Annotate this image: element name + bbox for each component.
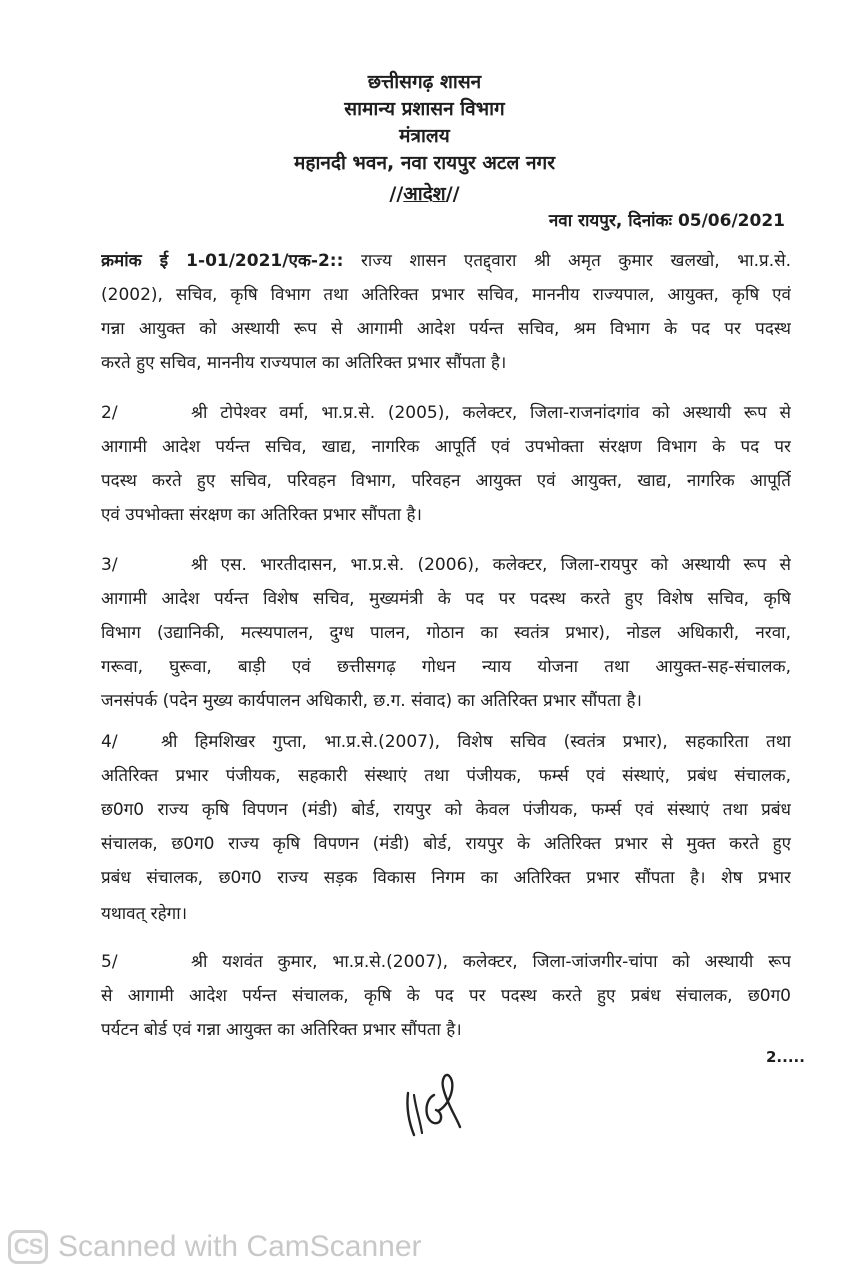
page-continuation-marker: 2.....: [766, 1048, 805, 1066]
watermark-text: Scanned with CamScanner: [58, 1230, 422, 1263]
paragraph-3-line-5: जनसंपर्क (पदेन मुख्य कार्यपालन अधिकारी, छ.ग. संवाद) का अतिरिक्त प्रभार सौंपता है।: [101, 691, 642, 711]
paragraph-3-line-4: गरूवा, घुरूवा, बाड़ी एवं छत्तीसगढ़ गोधन न्याय योजना तथा आयुक्त-सह-संचालक,: [101, 657, 791, 677]
order-reference-number: क्रमांक ई 1-01/2021/एक-2::: [101, 251, 344, 271]
paragraph-5-line-3: पर्यटन बोर्ड एवं गन्ना आयुक्त का अतिरिक्त प्रभार सौंपता है।: [101, 1020, 462, 1040]
paragraph-4-line-5: प्रबंध संचालक, छ0ग0 राज्य सड़क विकास निगम का अतिरिक्त प्रभार सौंपता है। शेष प्रभार: [101, 868, 791, 888]
camscanner-logo-icon: CS: [8, 1230, 48, 1264]
handwritten-signature: [400, 1055, 470, 1140]
paragraph-1-line-2: (2002), सचिव, कृषि विभाग तथा अतिरिक्त प्रभार सचिव, माननीय राज्यपाल, आयुक्त, कृषि एवं: [101, 285, 791, 305]
paragraph-3-line-2: आगामी आदेश पर्यन्त विशेष सचिव, मुख्यमंत्री के पद पर पदस्थ करते हुए विशेष सचिव, कृषि: [101, 589, 791, 609]
title-slash-left: //: [389, 183, 404, 205]
paragraph-2-line-4: एवं उपभोक्ता संरक्षण का अतिरिक्त प्रभार सौंपता है।: [101, 505, 422, 525]
order-date: नवा रायपुर, दिनांकः 05/06/2021: [548, 211, 785, 231]
paragraph-1-line-3: गन्ना आयुक्त को अस्थायी रूप से आगामी आदेश पर्यन्त सचिव, श्रम विभाग के पद पर पदस्थ: [101, 319, 791, 339]
camscanner-watermark: [8, 1226, 422, 1268]
department-name: सामान्य प्रशासन विभाग: [344, 98, 505, 120]
paragraph-1-line-4: करते हुए सचिव, माननीय राज्यपाल का अतिरिक्त प्रभार सौंपता है।: [101, 353, 507, 373]
title-slash-right: //: [445, 183, 460, 205]
paragraph-2-line-1: 2/ श्री टोपेश्वर वर्मा, भा.प्र.से. (2005), कलेक्टर, जिला-राजनांदगांव को अस्थायी रूप से: [101, 403, 791, 423]
paragraph-4-line-1: 4/ श्री हिमशिखर गुप्ता, भा.प्र.से.(2007), विशेष सचिव (स्वतंत्र प्रभार), सहकारिता तथा: [101, 732, 791, 752]
order-title: [0, 180, 849, 206]
paragraph-5-line-2: से आगामी आदेश पर्यन्त संचालक, कृषि के पद पर पदस्थ करते हुए प्रबंध संचालक, छ0ग0: [101, 986, 791, 1006]
paragraph-4-line-3: छ0ग0 राज्य कृषि विपणन (मंडी) बोर्ड, रायपुर को केवल पंजीयक, फर्म्स एवं संस्थाएं तथा प्रबंध: [101, 800, 791, 820]
paragraph-2-line-3: पदस्थ करते हुए सचिव, परिवहन विभाग, परिवहन आयुक्त एवं आयुक्त, खाद्य, नागरिक आपूर्ति: [101, 471, 791, 491]
paragraph-3-line-1: 3/ श्री एस. भारतीदासन, भा.प्र.से. (2006), कलेक्टर, जिला-रायपुर को अस्थायी रूप से: [101, 555, 791, 575]
paragraph-3-line-3: विभाग (उद्यानिकी, मत्स्यपालन, दुग्ध पालन, गोठान का स्वतंत्र प्रभार), नोडल अधिकारी, नरवा,: [101, 623, 791, 643]
paragraph-1-line-1: क्रमांक ई 1-01/2021/एक-2:: राज्य शासन एतद्द्वारा श्री अमृत कुमार खलखो, भा.प्र.से.: [101, 251, 791, 271]
paragraph-2-number: 2/: [101, 403, 118, 423]
secretariat-name: मंत्रालय: [399, 125, 450, 147]
govt-name: छत्तीसगढ़ शासन: [367, 71, 482, 93]
paragraph-4-line-4: संचालक, छ0ग0 राज्य कृषि विपणन (मंडी) बोर्ड, रायपुर के अतिरिक्त प्रभार से मुक्त करते हुए: [101, 834, 791, 854]
paragraph-5-line-1: 5/ श्री यशवंत कुमार, भा.प्र.से.(2007), कलेक्टर, जिला-जांजगीर-चांपा को अस्थायी रूप: [101, 952, 791, 972]
paragraph-5-number: 5/: [101, 952, 118, 972]
paragraph-4-line-6: यथावत् रहेगा।: [101, 904, 188, 924]
paragraph-3-number: 3/: [101, 555, 118, 575]
paragraph-4-line-2: अतिरिक्त प्रभार पंजीयक, सहकारी संस्थाएं तथा पंजीयक, फर्म्स एवं संस्थाएं, प्रबंध संचालक,: [101, 766, 791, 786]
paragraph-2-line-2: आगामी आदेश पर्यन्त सचिव, खाद्य, नागरिक आपूर्ति एवं उपभोक्ता संरक्षण विभाग के पद पर: [101, 437, 791, 457]
office-address: महानदी भवन, नवा रायपुर अटल नगर: [294, 152, 555, 174]
order-title-text: आदेश: [403, 183, 446, 205]
paragraph-4-number: 4/: [101, 732, 118, 752]
